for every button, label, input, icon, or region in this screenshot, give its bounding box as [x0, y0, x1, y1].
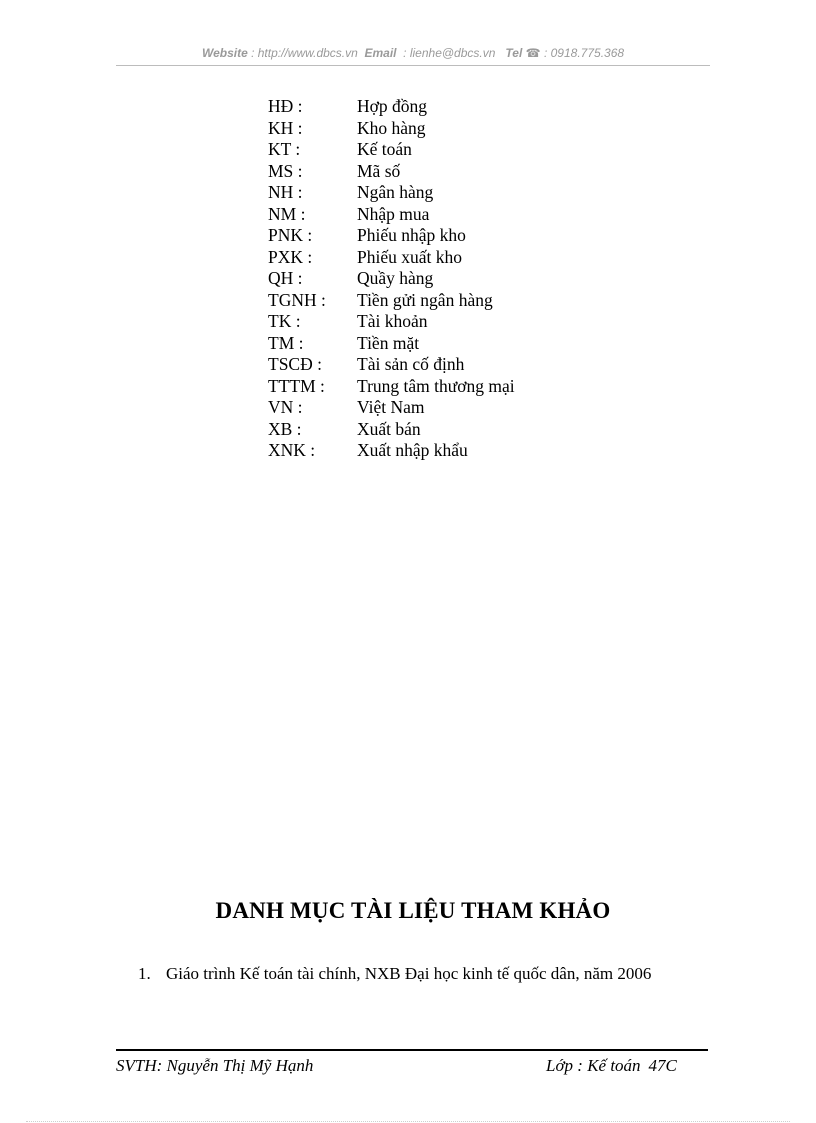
abbreviation-meaning: Kế toán [357, 139, 412, 159]
reference-text: Giáo trình Kế toán tài chính, NXB Đại học kinh tế quốc dân, năm 2006 [166, 964, 652, 983]
abbreviation-row [268, 268, 515, 290]
page-bottom-border [26, 1121, 790, 1122]
abbreviation-row [268, 139, 515, 161]
abbreviation-code: XNK : [268, 440, 316, 460]
abbreviation-row [268, 397, 515, 419]
abbreviation-code: KH : [268, 117, 303, 138]
abbreviation-meaning: Tài khoản [357, 311, 428, 331]
abbreviation-row [268, 333, 515, 355]
abbreviation-row [268, 182, 515, 204]
page-header [116, 46, 710, 60]
abbreviation-row [268, 96, 515, 118]
abbreviation-code: NM : [268, 203, 306, 224]
abbreviation-code: VN : [268, 397, 303, 417]
footer-class-value: 47C [648, 1056, 677, 1075]
phone-icon: ☎ [525, 46, 541, 60]
abbreviation-row [268, 376, 515, 398]
references-title: DANH MỤC TÀI LIỆU THAM KHẢO [215, 898, 611, 923]
abbreviation-code: TK : [268, 311, 301, 331]
abbreviation-code: QH : [268, 268, 303, 288]
abbreviation-meaning: Quầy hàng [357, 268, 434, 288]
abbreviation-code: NH : [268, 182, 303, 202]
abbreviation-meaning: Xuất bán [357, 418, 421, 439]
abbreviation-meaning: Kho hàng [357, 117, 426, 138]
footer-class-label: Lớp : Kế toán [546, 1056, 641, 1075]
abbreviation-meaning: Phiếu xuất kho [357, 246, 462, 267]
abbreviation-meaning: Xuất nhập khẩu [357, 440, 468, 460]
abbreviation-row [268, 419, 515, 441]
abbreviation-row [268, 225, 515, 247]
tel-value: : 0918.775.368 [543, 46, 625, 60]
abbreviation-code: MS : [268, 160, 303, 181]
abbreviation-meaning: Hợp đồng [357, 96, 428, 116]
abbreviation-meaning: Nhập mua [357, 203, 430, 224]
abbreviation-code: TTTM : [268, 375, 325, 396]
abbreviation-code: TM : [268, 332, 304, 353]
abbreviation-row [268, 118, 515, 140]
reference-number: 1. [138, 964, 151, 983]
abbreviation-code: PXK : [268, 246, 313, 267]
abbreviation-code: HĐ : [268, 96, 303, 116]
abbreviation-row [268, 354, 515, 376]
abbreviation-row [268, 290, 515, 312]
abbreviation-meaning: Việt Nam [357, 397, 425, 417]
abbreviation-code: TGNH : [268, 289, 326, 310]
website-value[interactable]: : http://www.dbcs.vn [251, 46, 358, 60]
abbreviation-code: PNK : [268, 225, 313, 245]
email-label: Email [364, 46, 397, 60]
abbreviation-meaning: Trung tâm thương mại [357, 375, 515, 396]
footer-divider [116, 1049, 708, 1051]
abbreviation-row [268, 311, 515, 333]
abbreviation-row [268, 161, 515, 183]
footer-class [546, 1056, 677, 1076]
tel-label: Tel [505, 46, 523, 60]
website-label: Website [201, 46, 248, 60]
footer-student: SVTH: Nguyễn Thị Mỹ Hạnh [116, 1056, 314, 1075]
abbreviation-meaning: Tài sản cố định [357, 354, 465, 374]
abbreviation-row [268, 440, 515, 462]
email-value[interactable]: : lienhe@dbcs.vn [403, 46, 496, 60]
abbreviation-meaning: Phiếu nhập kho [357, 225, 466, 245]
abbreviation-row [268, 247, 515, 269]
abbreviation-meaning: Tiền mặt [357, 332, 420, 353]
abbreviation-row [268, 204, 515, 226]
abbreviation-code: XB : [268, 418, 302, 439]
abbreviation-list [268, 96, 515, 462]
abbreviation-meaning: Tiền gửi ngân hàng [357, 289, 493, 310]
abbreviation-code: KT : [268, 139, 301, 159]
abbreviation-code: TSCĐ : [268, 354, 322, 374]
abbreviation-meaning: Mã số [357, 160, 401, 181]
abbreviation-meaning: Ngân hàng [357, 182, 434, 202]
header-divider [116, 65, 710, 66]
